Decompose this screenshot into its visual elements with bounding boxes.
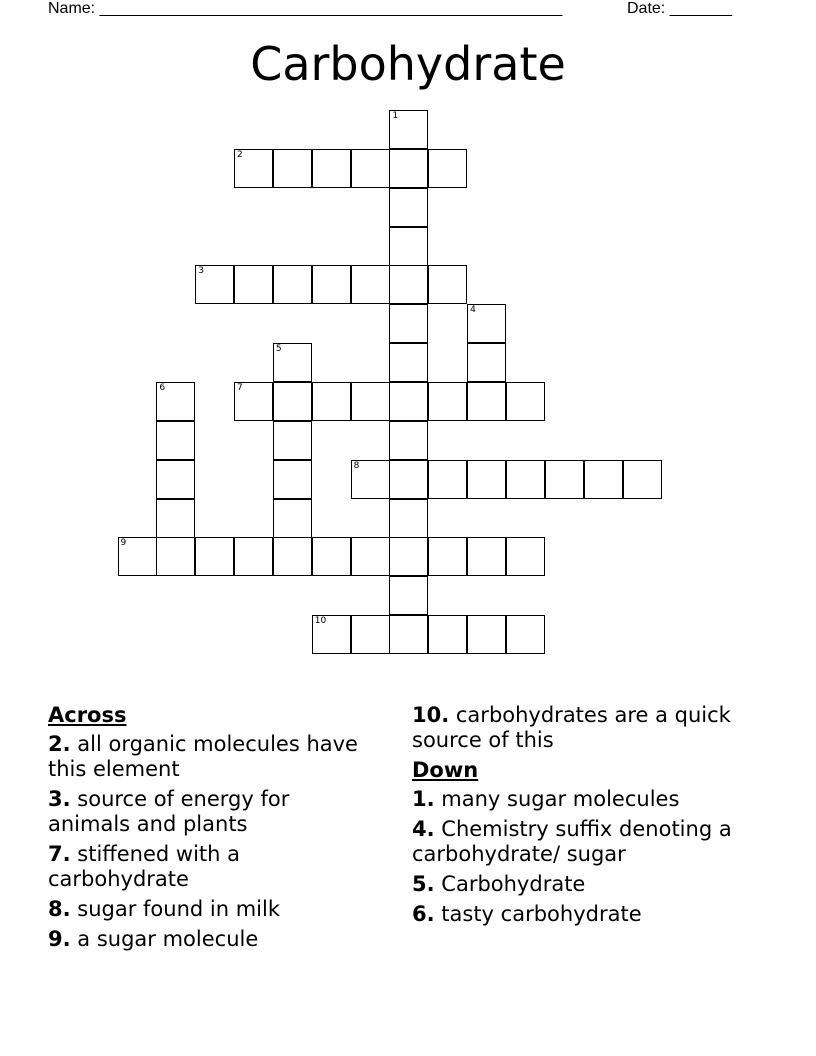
grid-cell[interactable] — [389, 343, 428, 382]
grid-cell[interactable] — [351, 460, 390, 499]
down-clue — [412, 902, 782, 927]
grid-cell[interactable] — [389, 537, 428, 576]
cell-number: 9 — [120, 538, 127, 549]
across-clue — [48, 927, 368, 952]
down-clue — [412, 872, 782, 897]
cell-number: 8 — [353, 460, 360, 471]
grid-cell[interactable] — [351, 149, 390, 188]
grid-cell[interactable] — [351, 615, 390, 654]
grid-cell[interactable] — [273, 460, 312, 499]
grid-cell[interactable] — [312, 382, 351, 421]
cell-number: 6 — [159, 382, 166, 393]
grid-cell[interactable] — [273, 537, 312, 576]
date-field[interactable]: Date: _______ — [627, 0, 732, 17]
grid-cell[interactable] — [273, 382, 312, 421]
grid-cell[interactable] — [156, 537, 195, 576]
grid-cell[interactable] — [273, 265, 312, 304]
grid-cell[interactable] — [312, 265, 351, 304]
grid-cell[interactable] — [156, 499, 195, 538]
across-clue — [48, 842, 368, 892]
grid-cell[interactable] — [389, 227, 428, 266]
grid-cell[interactable] — [467, 537, 506, 576]
grid-cell[interactable] — [156, 382, 195, 421]
grid-cell[interactable] — [623, 460, 662, 499]
cell-number: 5 — [275, 344, 282, 355]
clue-text: Carbohydrate — [441, 872, 586, 896]
grid-cell[interactable] — [467, 304, 506, 343]
grid-cell[interactable] — [428, 460, 467, 499]
clue-text: source of energy for animals and plants — [48, 787, 290, 836]
grid-cell[interactable] — [273, 499, 312, 538]
grid-cell[interactable] — [428, 382, 467, 421]
clue-text: all organic molecules have this element — [48, 732, 358, 781]
clue-text: carbohydrates are a quick source of this — [412, 703, 731, 752]
grid-cell[interactable] — [428, 149, 467, 188]
cell-number: 3 — [198, 266, 204, 277]
grid-cell[interactable] — [389, 499, 428, 538]
clues-right-column — [412, 703, 782, 932]
clue-number: 3. — [48, 787, 71, 811]
name-field[interactable]: Name: ____________________________________________________ — [48, 0, 563, 17]
across-clue — [48, 897, 368, 922]
clue-number: 5. — [412, 872, 435, 896]
across-clue — [48, 732, 368, 782]
grid-cell[interactable] — [234, 265, 273, 304]
across-clue — [412, 703, 782, 753]
cell-number: 7 — [237, 382, 243, 393]
clue-number: 8. — [48, 897, 71, 921]
grid-cell[interactable] — [234, 537, 273, 576]
clue-number: 2. — [48, 732, 71, 756]
clue-number: 6. — [412, 902, 435, 926]
page-title: Carbohydrate — [250, 37, 566, 91]
grid-cell[interactable] — [389, 188, 428, 227]
grid-cell[interactable] — [389, 460, 428, 499]
grid-cell[interactable] — [389, 576, 428, 615]
grid-cell[interactable] — [389, 304, 428, 343]
grid-cell[interactable] — [467, 382, 506, 421]
grid-cell[interactable] — [273, 149, 312, 188]
grid-cell[interactable] — [389, 421, 428, 460]
clue-text: sugar found in milk — [77, 897, 281, 921]
grid-cell[interactable] — [156, 421, 195, 460]
clue-text: many sugar molecules — [441, 787, 680, 811]
grid-cell[interactable] — [389, 615, 428, 654]
cell-number: 1 — [392, 111, 399, 121]
clue-number: 4. — [412, 817, 435, 841]
grid-cell[interactable] — [312, 149, 351, 188]
grid-cell[interactable] — [506, 615, 545, 654]
grid-cell[interactable] — [351, 265, 390, 304]
grid-cell[interactable] — [195, 537, 234, 576]
grid-cell[interactable] — [428, 615, 467, 654]
grid-cell[interactable] — [389, 382, 428, 421]
grid-cell[interactable] — [428, 265, 467, 304]
clue-text: Chemistry suffix denoting a carbohydrate/ sugar — [412, 817, 732, 866]
cell-number: 10 — [314, 616, 327, 627]
down-heading: Down — [412, 758, 479, 782]
across-clue — [48, 787, 368, 837]
grid-cell[interactable] — [584, 460, 623, 499]
grid-cell[interactable] — [312, 615, 351, 654]
down-clue — [412, 787, 782, 812]
clue-text: tasty carbohydrate — [441, 902, 642, 926]
grid-cell[interactable] — [351, 537, 390, 576]
grid-cell[interactable] — [273, 343, 312, 382]
grid-cell[interactable] — [312, 537, 351, 576]
grid-cell[interactable] — [467, 460, 506, 499]
grid-cell[interactable] — [234, 149, 273, 188]
clue-number: 9. — [48, 927, 71, 951]
down-clue — [412, 817, 782, 867]
grid-cell[interactable] — [506, 460, 545, 499]
cell-number: 2 — [237, 149, 243, 160]
cell-number: 4 — [470, 305, 476, 316]
grid-cell[interactable] — [234, 382, 273, 421]
grid-cell[interactable] — [389, 110, 428, 149]
grid-cell[interactable] — [195, 265, 234, 304]
grid-cell[interactable] — [351, 382, 390, 421]
clues-left-column — [48, 703, 368, 957]
across-heading: Across — [48, 703, 127, 727]
grid-cell[interactable] — [389, 149, 428, 188]
grid-cell[interactable] — [506, 537, 545, 576]
grid-cell[interactable] — [467, 615, 506, 654]
clue-text: stiffened with a carbohydrate — [48, 842, 241, 891]
grid-cell[interactable] — [156, 460, 195, 499]
clue-number: 1. — [412, 787, 435, 811]
grid-cell[interactable] — [545, 460, 584, 499]
grid-cell[interactable] — [273, 421, 312, 460]
grid-cell[interactable] — [118, 537, 157, 576]
grid-cell[interactable] — [389, 265, 428, 304]
grid-cell[interactable] — [428, 537, 467, 576]
grid-cell[interactable] — [467, 343, 506, 382]
clue-text: a sugar molecule — [77, 927, 259, 951]
clue-number: 7. — [48, 842, 71, 866]
clue-number: 10. — [412, 703, 450, 727]
grid-cell[interactable] — [506, 382, 545, 421]
